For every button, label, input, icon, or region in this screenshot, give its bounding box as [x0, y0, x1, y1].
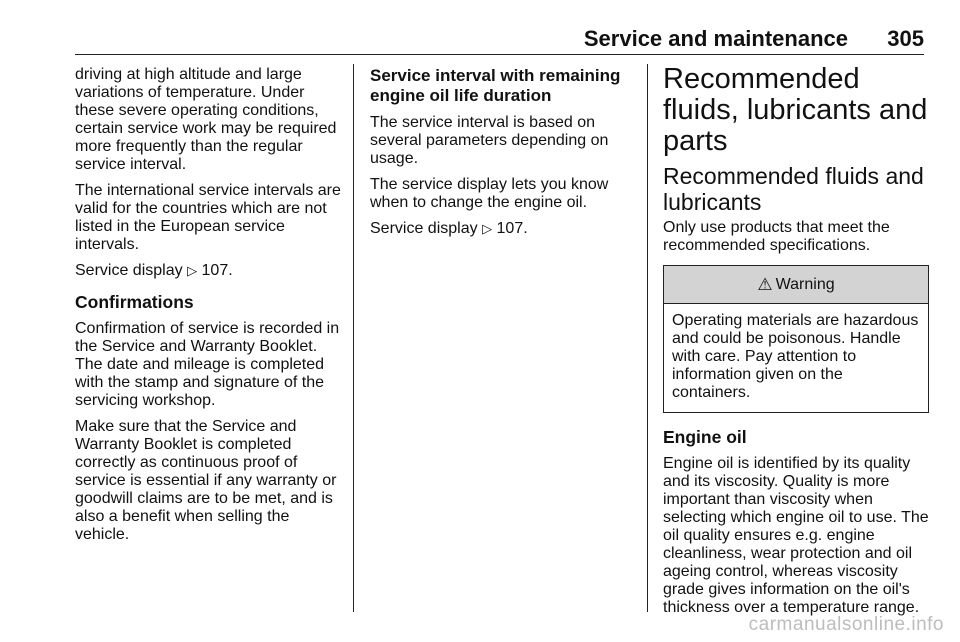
- paragraph: driving at high altitude and large variations of temperature. Under these severe operating conditions, certain service work may be required more frequently than the regular service interval.: [75, 66, 337, 173]
- column-divider: [647, 64, 648, 612]
- reference-text: Service display: [75, 262, 183, 279]
- column-divider: [353, 64, 354, 612]
- chapter-heading: Recommended fluids, lubricants and parts: [663, 63, 928, 157]
- warning-body: [664, 304, 928, 412]
- cross-reference: [370, 220, 632, 238]
- page-number: 305: [887, 26, 924, 51]
- paragraph: Make sure that the Service and Warranty Booklet is completed correctly as continuous proof of service is essential if any warranty or goodwill claims are to be met, and is also a benefit when selling the vehicle.: [75, 418, 337, 543]
- paragraph: The international service intervals are valid for the countries which are not listed in the European service intervals.: [75, 182, 341, 253]
- section-title: Service and maintenance: [583, 26, 848, 51]
- warning-box: [663, 265, 929, 413]
- column-2: [370, 66, 632, 246]
- confirmations-heading: Confirmations: [75, 292, 194, 312]
- warning-text: Operating materials are hazardous and could be poisonous. Handle with care. Pay attention to information given on the containers.: [672, 312, 919, 401]
- paragraph: Engine oil is identified by its quality and its viscosity. Quality is more important than viscosity when selecting which engine oil to use. The oil quality ensures e.g. engine cleanliness, wear protection and oil ageing control, whereas viscosity grade gives information on the oil's thickness over a temperature range.: [663, 455, 929, 616]
- service-interval-heading: Service interval with remaining engine oil life duration: [370, 66, 621, 105]
- paragraph: Confirmation of service is recorded in the Service and Warranty Booklet. The date and mileage is completed with the stamp and signature of the servicing workshop.: [75, 320, 340, 409]
- page-header: [0, 0, 960, 60]
- section-heading: Recommended fluids and lubricants: [663, 163, 924, 215]
- cross-reference: [75, 262, 345, 280]
- warning-title: Warning: [775, 275, 835, 293]
- reference-page: 107.: [201, 262, 233, 279]
- reference-text: Service display: [370, 220, 478, 237]
- engine-oil-heading: Engine oil: [663, 427, 747, 447]
- paragraph: Only use products that meet the recommended specifications.: [663, 219, 890, 254]
- warning-triangle-icon: ⚠: [757, 274, 773, 294]
- column-1: [75, 66, 345, 552]
- column-3: [663, 63, 929, 625]
- reference-page: 107.: [496, 220, 528, 237]
- watermark: carmanualsonline.info: [748, 614, 944, 635]
- warning-header: [664, 266, 928, 304]
- header-rule: [75, 54, 924, 55]
- page-reference-icon: ▷: [482, 221, 493, 236]
- paragraph: The service display lets you know when to change the engine oil.: [370, 176, 609, 211]
- page-reference-icon: ▷: [187, 263, 198, 278]
- paragraph: The service interval is based on several parameters depending on usage.: [370, 114, 609, 167]
